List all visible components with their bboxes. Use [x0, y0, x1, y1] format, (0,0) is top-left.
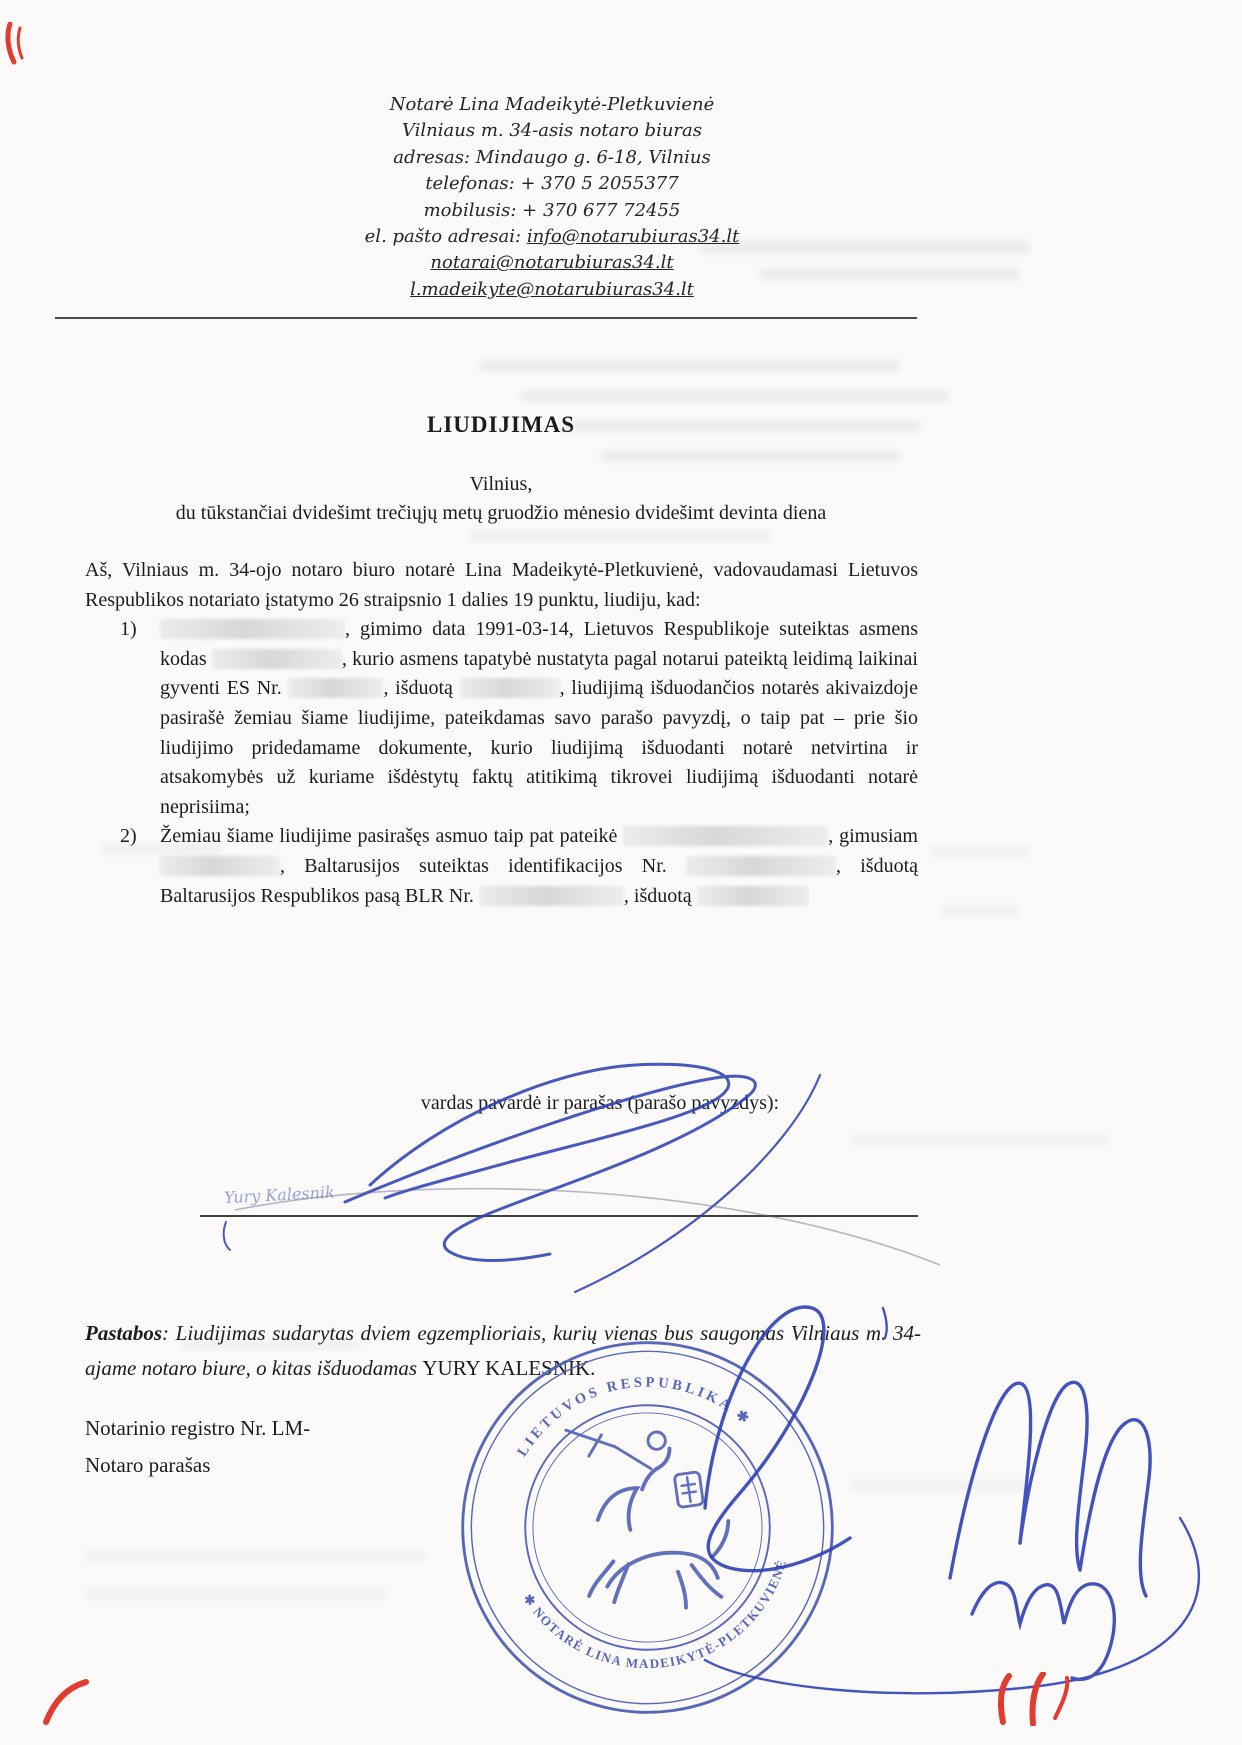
clause-2-text: Žemiau šiame liudijime pasirašęs asmuo taip pat pateikė: [160, 825, 624, 848]
place-line: Vilnius,: [469, 473, 533, 495]
red-scan-mark: [36, 1678, 94, 1726]
faint-handwritten-name: Yury Kalesnik: [223, 1182, 336, 1208]
svg-text:✱ NOTARĖ LINA MADEIKYTĖ-PLETKU: [519, 1555, 802, 1688]
phone-line: telefonas: + 370 5 2055377: [425, 173, 679, 195]
redacted-text: [460, 678, 560, 698]
document-title: LIUDIJIMAS: [426, 412, 576, 437]
registry-block: [85, 1410, 310, 1484]
specimen-signature-ink: [180, 1030, 960, 1320]
vytis-emblem-icon: [566, 1409, 740, 1620]
red-scan-mark: [985, 1672, 1077, 1726]
clause-2: [85, 822, 918, 911]
mobile-line: mobilusis: + 370 677 72455: [423, 199, 681, 221]
notary-signature-label: Notaro parašas: [85, 1453, 211, 1477]
bleed-through-smudge: [850, 1135, 1110, 1145]
redacted-text: [212, 649, 342, 669]
bleed-through-smudge: [480, 360, 900, 372]
bleed-through-smudge: [940, 905, 1020, 917]
redacted-text: [160, 856, 280, 876]
clause-1: [85, 615, 918, 822]
signature-caption: vardas pavardė ir parašas (parašo pavyzdys):: [420, 1092, 780, 1114]
clause-1-text: , liudijimą išduodančios notarės akivaizdoje pasirašė žemiau šiame liudijime, pateikdamas savo parašo pavyzdį, o taip pat – prie šio liudijimo pridedamame dokumente, kurio liudijimą išduodanti notarė netvirtina ir atsakomybės už kuriame išdėstytų faktų atitikimą tikrovei liudijimą išduodanti notarė neprisiima;: [160, 677, 918, 818]
notes-recipient-name: YURY KALESNIK.: [422, 1356, 596, 1380]
bleed-through-smudge: [850, 1480, 1030, 1492]
redacted-text: [697, 886, 809, 906]
email-address: notarai@notarubiuras34.lt: [430, 252, 674, 274]
clause-2-text: , Baltarusijos suteiktas identifikacijos Nr.: [280, 854, 687, 877]
seal-arc-bottom-text: ✱ NOTARĖ LINA MADEIKYTĖ-PLETKUVIENĖ: [520, 1557, 790, 1672]
redacted-text: [623, 826, 828, 846]
redacted-text: [479, 886, 624, 906]
clause-2-text: , gimusiam: [828, 825, 918, 848]
red-scan-mark: [2, 22, 30, 68]
clause-2-number: 2): [120, 825, 137, 848]
bleed-through-smudge: [760, 268, 1020, 280]
clause-2-text: , išduotą: [623, 884, 697, 907]
seal-arc-top-text: LIETUVOS RESPUBLIKA ✱: [514, 1374, 755, 1460]
bleed-through-smudge: [930, 845, 1030, 857]
redacted-text: [288, 678, 383, 698]
notes-label: Pastabos: [85, 1321, 163, 1345]
email-line: [352, 224, 752, 250]
registry-number-line: Notarinio registro Nr. LM-: [85, 1416, 311, 1440]
date-line: du tūkstančiai dvidešimt trečiųjų metų gruodžio mėnesio dvidešimt devinta diena: [175, 502, 827, 524]
clause-2-text: , išduotą Baltarusijos Respublikos pasą BLR Nr.: [160, 854, 918, 907]
clause-1-text: , gimimo data 1991-03-14, Lietuvos Respublikoje suteiktas asmens kodas: [160, 618, 918, 670]
intro-paragraph: Aš, Vilniaus m. 34-ojo notaro biuro notarė Lina Madeikytė-Pletkuvienė, vadovaudamasi Lietuvos Respublikos notariato įstatymo 26 straipsnio 1 dalies 19 punktu, liudiju, kad:: [85, 559, 918, 611]
clause-1-number: 1): [120, 618, 137, 641]
email-address: info@notarubiuras34.lt: [526, 226, 740, 248]
bureau-line: Vilniaus m. 34-asis notaro biuras: [401, 120, 702, 142]
email-label: el. pašto adresai:: [364, 226, 527, 248]
notes-body: : Liudijimas sudarytas dviem egzemplioriais, kurių vienas bus saugomas Vilniaus m. 34-ajame notaro biure, o kitas išduodamas: [85, 1321, 921, 1380]
clause-1-text: , išduotą: [383, 677, 460, 700]
document-body: [85, 556, 918, 911]
redacted-text: [686, 856, 836, 876]
letterhead: [352, 92, 752, 303]
letterhead-divider: [55, 317, 917, 319]
email-address: l.madeikyte@notarubiuras34.lt: [410, 278, 694, 300]
bleed-through-smudge: [85, 1588, 385, 1600]
bleed-through-smudge: [85, 1550, 425, 1562]
signature-line: [200, 1215, 918, 1217]
bleed-through-smudge: [520, 390, 950, 402]
redacted-text: [160, 619, 345, 639]
notes-paragraph: [85, 1316, 921, 1386]
bleed-through-smudge: [470, 530, 770, 542]
notary-name-line: Notarė Lina Madeikytė-Pletkuvienė: [389, 94, 715, 115]
clause-1-text: , kurio asmens tapatybė nustatyta pagal notarui pateiktą leidimą laikinai gyventi ES Nr.: [160, 647, 918, 700]
address-line: adresas: Mindaugo g. 6-18, Vilnius: [393, 146, 711, 168]
bleed-through-smudge: [600, 450, 900, 462]
